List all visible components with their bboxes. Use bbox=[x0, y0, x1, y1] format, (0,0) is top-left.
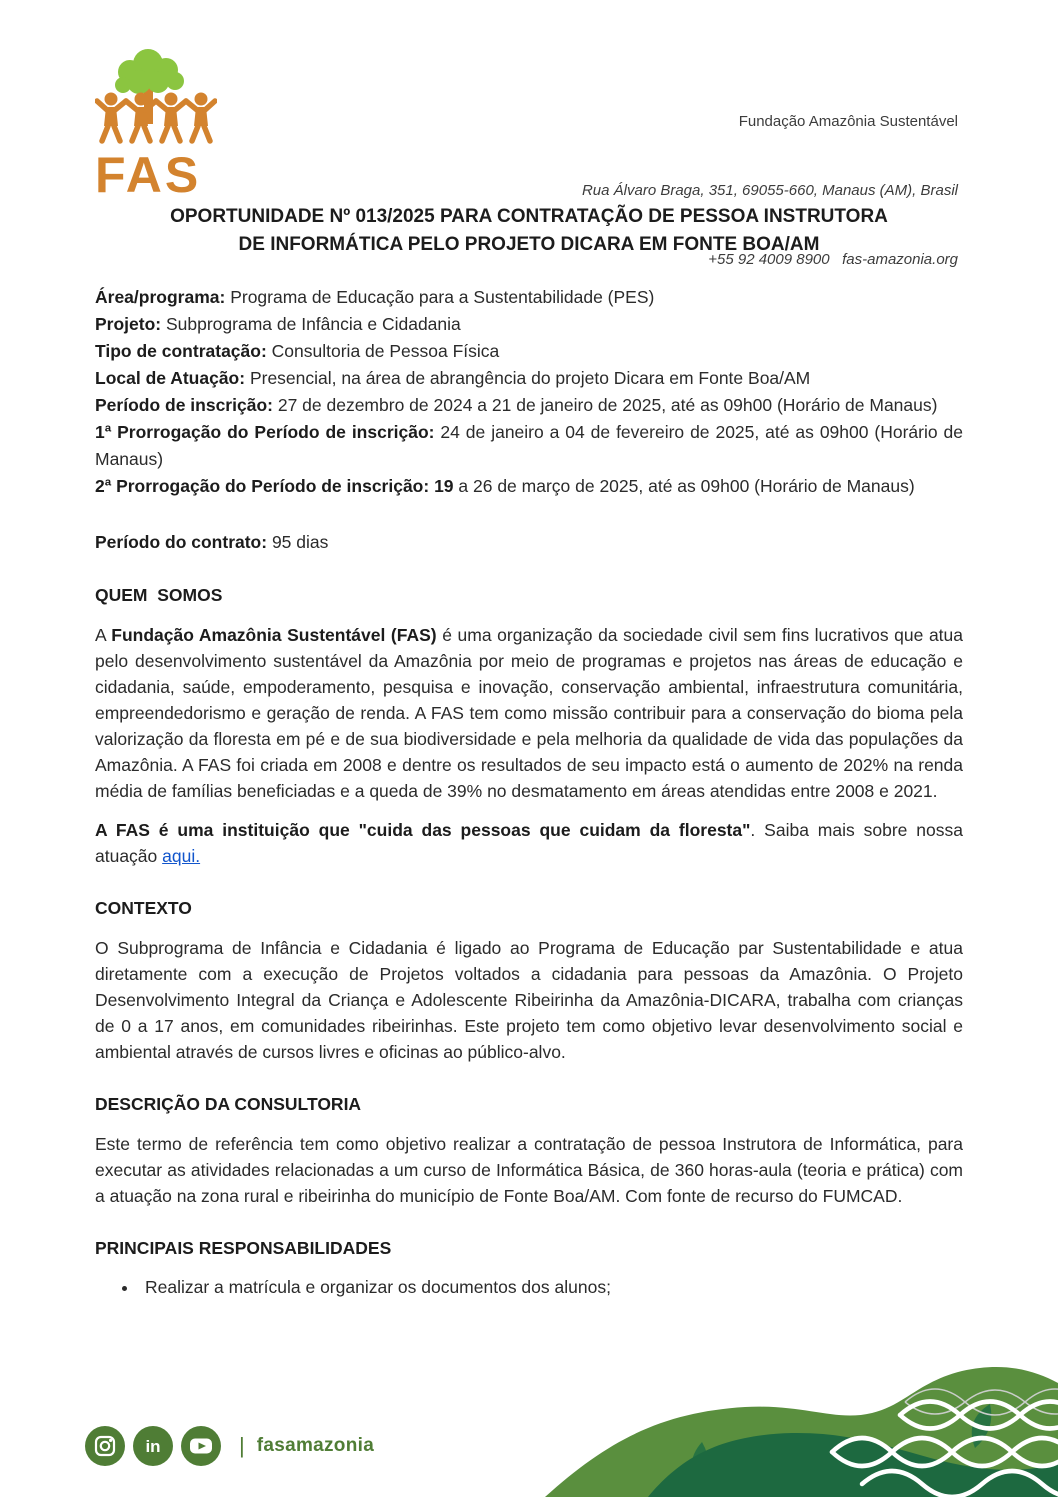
section-heading-descricao: DESCRIÇÃO DA CONSULTORIA bbox=[95, 1094, 362, 1114]
bullet-item: • Realizar a matrícula e organizar os documentos dos alunos; bbox=[139, 1274, 963, 1300]
fas-logo bbox=[95, 44, 225, 203]
paragraph-text: A bbox=[95, 625, 112, 645]
meta-label: Tipo de contratação: bbox=[95, 341, 267, 361]
meta-label: Projeto: bbox=[95, 314, 162, 334]
social-handle: fasamazonia bbox=[256, 1435, 375, 1456]
svg-text:in: in bbox=[145, 1437, 161, 1456]
meta-line-local-atuacao bbox=[95, 365, 963, 392]
meta-line-area bbox=[95, 284, 963, 311]
contract-period-line bbox=[95, 529, 963, 556]
meta-label: 2ª Prorrogação do Período de inscrição: 19 bbox=[95, 476, 454, 496]
org-address: Rua Álvaro Braga, 351, 69055-660, Manaus (AM), Brasil bbox=[581, 182, 958, 199]
meta-line-periodo-inscricao bbox=[95, 392, 963, 419]
document-body bbox=[95, 203, 963, 1300]
logo-wordmark: FAS bbox=[95, 147, 202, 203]
meta-label: Local de Atuação: bbox=[95, 368, 246, 388]
responsibilities-bullet-list bbox=[95, 1274, 963, 1300]
footer-social-row bbox=[85, 1426, 374, 1466]
contract-value: 95 dias bbox=[267, 532, 329, 552]
org-name: Fundação Amazônia Sustentável bbox=[738, 113, 958, 130]
link-aqui[interactable]: aqui. bbox=[162, 846, 201, 866]
meta-label: Área/programa: bbox=[95, 287, 226, 307]
paragraph-descricao: Este termo de referência tem como objetivo realizar a contratação de pessoa Instrutora de Informática, para executar as atividades relacionadas a um curso de Informática Básica, de 360 horas-aula (teoria e prática) com a atuação na zona rural e ribeirinha do município de Fonte Boa/AM. Com fonte de recurso do FUMCAD. bbox=[95, 1134, 963, 1206]
meta-value: a 26 de março de 2025, até as 09h00 (Horário de Manaus) bbox=[453, 476, 915, 496]
section-heading-responsabilidades: PRINCIPAIS RESPONSABILIDADES bbox=[95, 1238, 392, 1258]
meta-line-prorrogacao-1 bbox=[95, 419, 963, 473]
paragraph-bold-text: A FAS é uma instituição que "cuida das pessoas que cuidam da floresta" bbox=[95, 820, 751, 840]
meta-value: 27 de dezembro de 2024 a 21 de janeiro de 2025, até as 09h00 (Horário de Manaus) bbox=[272, 395, 938, 415]
tree-crown bbox=[115, 49, 184, 94]
instagram-icon[interactable] bbox=[85, 1426, 125, 1466]
meta-value: Consultoria de Pessoa Física bbox=[266, 341, 500, 361]
logo-tree-people-icon bbox=[95, 44, 217, 144]
paragraph-text: é uma organização da sociedade civil sem fins lucrativos que atua pelo desenvolvimento sustentável da Amazônia por meio de programas e projetos nas áreas de educação e cidadania, saúde, empoderamento, pesquisa e inovação, conservação ambiental, infraestrutura comunitária, empreendedorismo e geração de renda. A FAS tem como missão contribuir para a conservação do bioma pela valorização da floresta em pé e de sua biodiversidade e pela melhoria da qualidade de vida das populações da Amazônia. A FAS foi criada em 2008 e dentre os resultados de seu impacto está o aumento de 202% na renda média de famílias beneficiadas e a queda de 39% no desmatamento em áreas atendidas entre 2008 e 2021. bbox=[95, 625, 964, 801]
document-title bbox=[95, 203, 963, 259]
footer-divider: | bbox=[239, 1433, 245, 1458]
linkedin-icon[interactable] bbox=[133, 1426, 173, 1466]
meta-line-projeto bbox=[95, 311, 963, 338]
document-title-line1: OPORTUNIDADE Nº 013/2025 PARA CONTRATAÇÃO DE PESSOA INSTRUTORA bbox=[170, 206, 888, 227]
paragraph-contexto: O Subprograma de Infância e Cidadania é ligado ao Programa de Educação par Sustentabilidade e atua diretamente com a execução de Projetos voltados a cidadania para pessoas da Amazônia. O Projeto Desenvolvimento Integral da Criança e Adolescente Ribeirinha da Amazônia-DICARA, trabalha com crianças de 0 a 17 anos, em comunidades ribeirinhas. Este projeto tem como objetivo levar desenvolvimento social e ambiental através de cursos livres e oficinas ao público-alvo. bbox=[95, 938, 963, 1062]
meta-value: Presencial, na área de abrangência do projeto Dicara em Fonte Boa/AM bbox=[245, 368, 811, 388]
meta-block bbox=[95, 284, 963, 500]
contract-label: Período do contrato: bbox=[95, 532, 268, 552]
meta-line-tipo-contratacao bbox=[95, 338, 963, 365]
paragraph-text: . Saiba mais sobre nossa atuação bbox=[95, 820, 963, 866]
meta-value: Programa de Educação para a Sustentabilidade (PES) bbox=[225, 287, 655, 307]
section-heading-quem-somos: QUEM SOMOS bbox=[95, 585, 223, 605]
footer-illustration bbox=[0, 1360, 1058, 1497]
people-row bbox=[97, 93, 215, 142]
org-phone-web: +55 92 4009 8900 fas-amazonia.org bbox=[708, 251, 958, 268]
youtube-icon[interactable] bbox=[181, 1426, 221, 1466]
meta-value: 24 de janeiro a 04 de fevereiro de 2025, até as 09h00 (Horário de Manaus) bbox=[95, 422, 964, 469]
paragraph-bold-text: Fundação Amazônia Sustentável (FAS) bbox=[111, 625, 437, 645]
section-heading-contexto: CONTEXTO bbox=[95, 898, 192, 918]
paragraph-quem-somos bbox=[95, 622, 963, 804]
paragraph-fas-instituicao bbox=[95, 817, 963, 869]
document-title-line2: DE INFORMÁTICA PELO PROJETO DICARA EM FONTE BOA/AM bbox=[238, 234, 820, 255]
meta-value: Subprograma de Infância e Cidadania bbox=[161, 314, 461, 334]
meta-line-prorrogacao-2 bbox=[95, 473, 963, 500]
meta-label: 1ª Prorrogação do Período de inscrição: bbox=[95, 422, 435, 442]
meta-label: Período de inscrição: bbox=[95, 395, 273, 415]
